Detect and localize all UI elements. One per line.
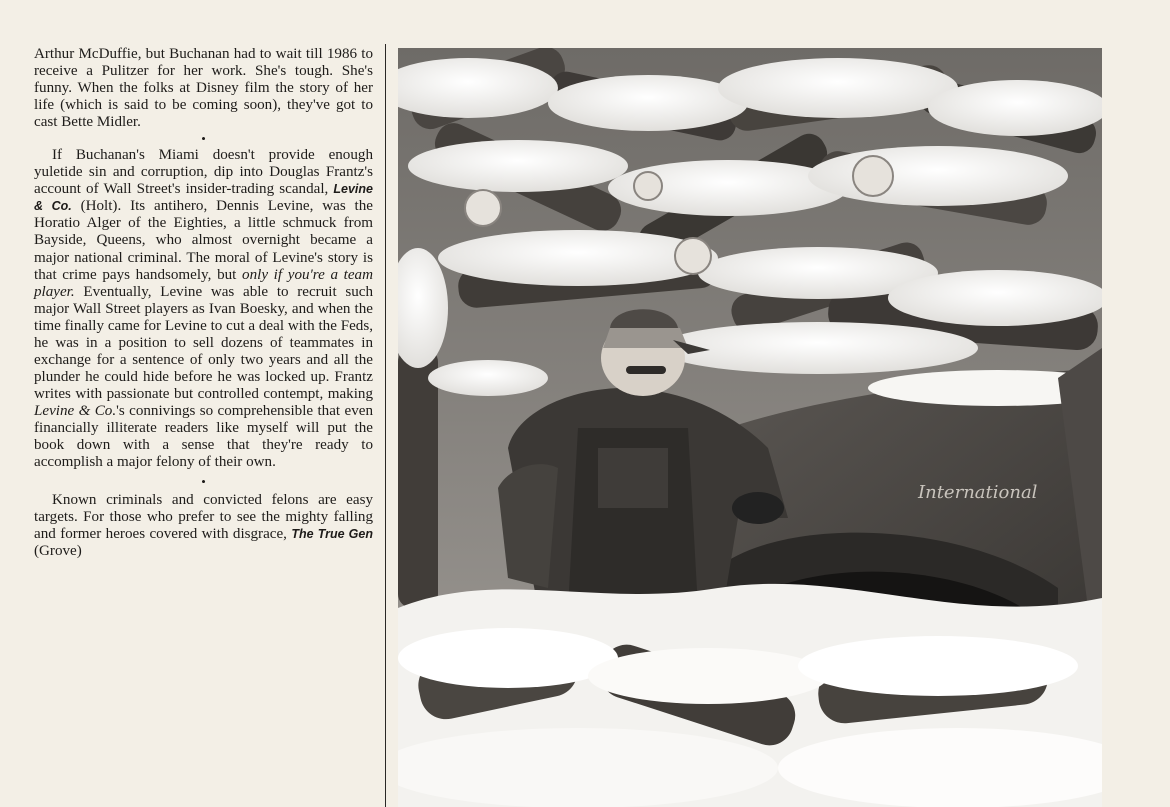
paragraph-2-text-d: 's connivings so comprehensible that even financially illiterate readers like myself will put the book down with a sense that they're ready to accomplish a major felony of their own.	[34, 402, 373, 471]
paragraph-3-text-a: Known criminals and convicted felons are easy targets. For those who prefer to see the mighty falling and former heroes covered with disgrace,	[34, 492, 373, 543]
article-column	[34, 46, 373, 560]
book-title-true-gen: The True Gen	[291, 527, 373, 542]
emphasis-team-player: only if you're a team player.	[34, 266, 373, 300]
paragraph-1-text: Arthur McDuffie, but Buchanan had to wait till 1986 to receive a Pulitzer for her work. She's tough. She's funny. When the folks at Disney film the story of her life (which is said to be coming soon), they've got to cast Bette Midler.	[34, 46, 373, 131]
paragraph-2	[34, 147, 373, 471]
paragraph-2-text-a: If Buchanan's Miami doesn't provide enough yuletide sin and corruption, dip into Douglas Frantz's account of Wall Street's insider-trading scandal,	[34, 147, 373, 198]
section-bullet: •	[201, 131, 206, 147]
book-title-levine: Levine & Co.	[34, 182, 373, 214]
photo-illustration	[398, 48, 1102, 807]
paragraph-1	[34, 46, 373, 131]
foreground-snow	[398, 584, 1102, 807]
paragraph-2-text-c: Eventually, Levine was able to recruit such major Wall Street players as Ivan Boesky, and when the time finally came for Levine to cut a deal with the Feds, he was in a position to sell dozens of teammates in exchange for a sentence of only two years and all the plunder he could hide before he was locked up. Frantz writes with passionate but controlled contempt, making	[34, 283, 373, 402]
truck-badge: International	[918, 482, 1038, 503]
book-title-levine-italic: Levine & Co.	[34, 402, 117, 419]
paragraph-3	[34, 492, 373, 560]
paragraph-3-text-b: (Grove)	[34, 543, 82, 560]
paragraph-2-text-b: (Holt). Its antihero, Dennis Levine, was the Horatio Alger of the Eighties, a little schmuck from Bayside, Queens, who almost overnight became a major national criminal. The moral of Levine's story is that crime pays handsomely, but	[34, 198, 373, 283]
photo-man-by-snowy-woodpile	[398, 48, 1102, 807]
section-bullet-2: •	[201, 474, 206, 490]
column-rule	[385, 44, 386, 807]
